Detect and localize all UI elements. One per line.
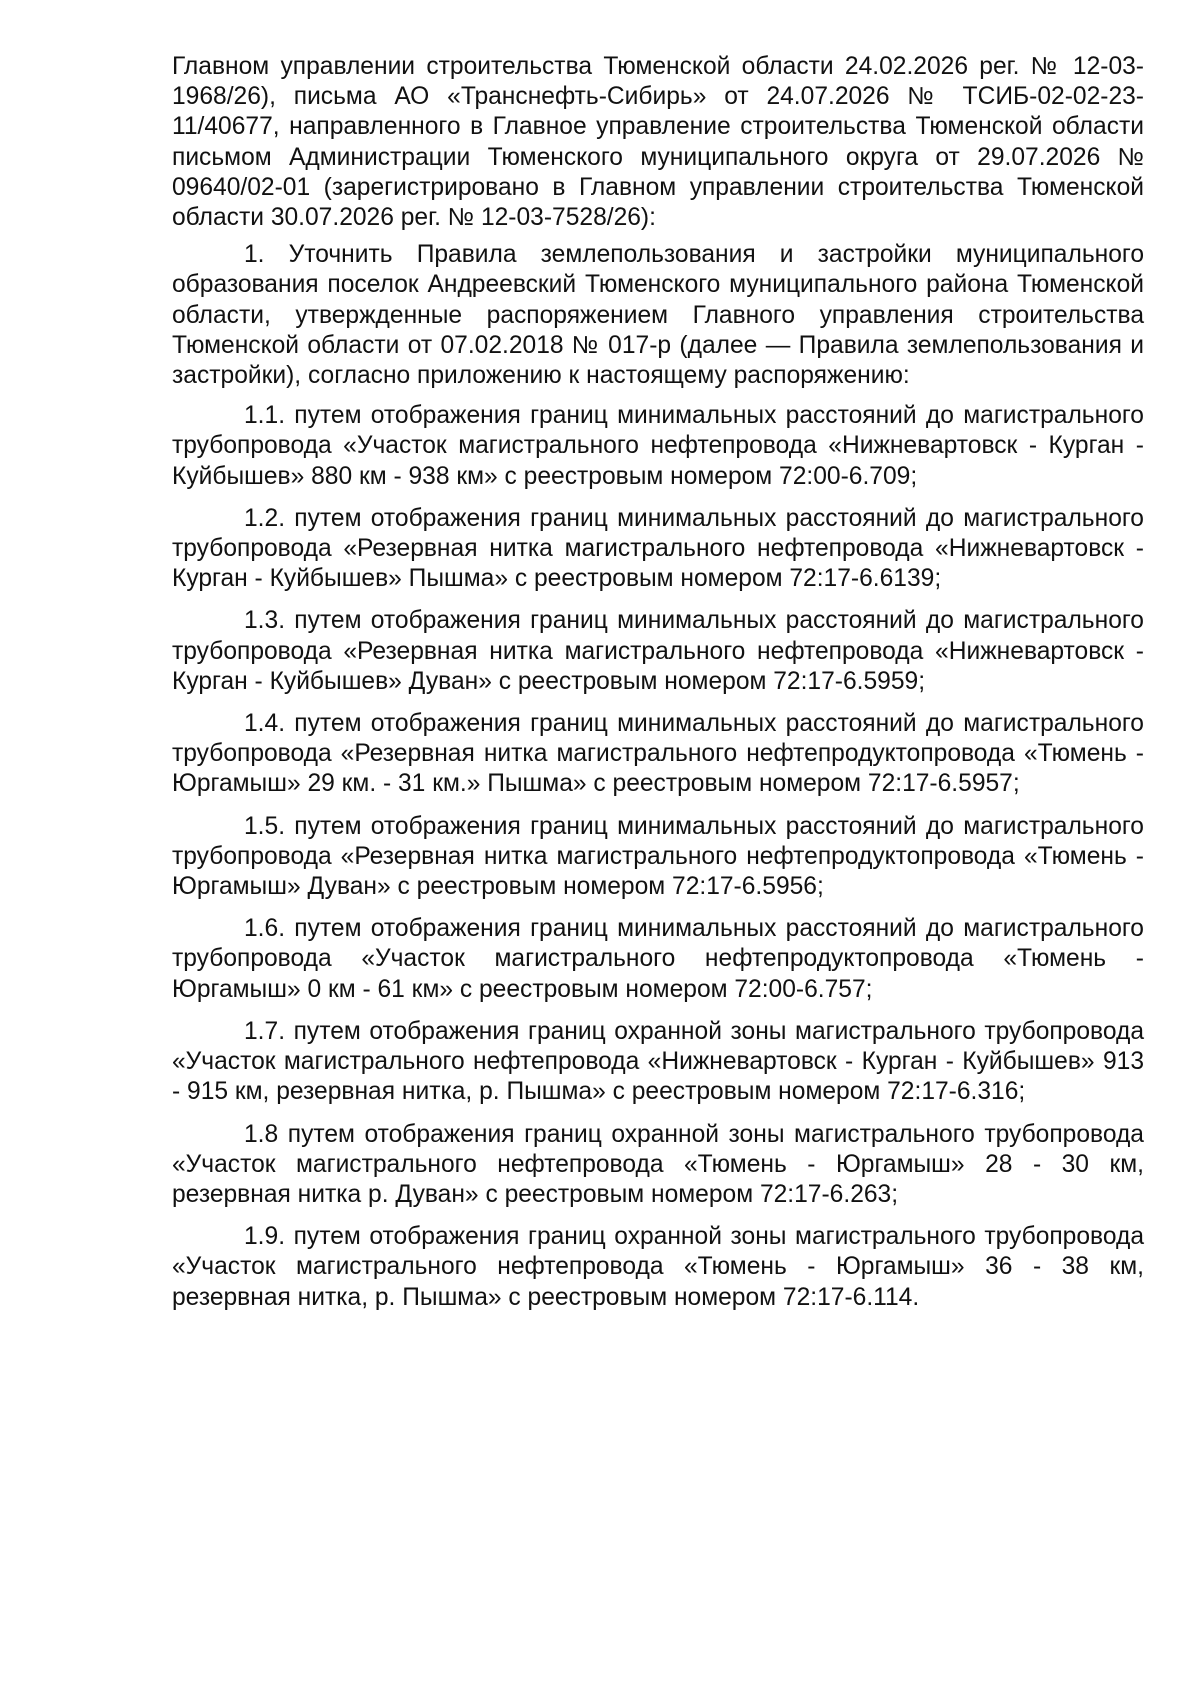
intro-paragraph: Главном управлении строительства Тюменской области 24.02.2026 рег. № 12-03-1968/26), письма АО «Транснефть-Сибирь» от 24.07.2026 № ТСИБ-02-02-23-11/40677, направленного в Главное управление строительства Тюменской области письмом Администрации Тюменского муниципального округа от 29.07.2026 № 09640/02-01 (зарегистрировано в Главном управлении строительства Тюменской области 30.07.2026 рег. № 12-03-7528/26): <box>172 53 1144 232</box>
item-1-paragraph: 1. Уточнить Правила землепользования и застройки муниципального образования поселок Андреевский Тюменского муниципального района Тюменской области, утвержденные распоряжением Главного управления строительства Тюменской области от 07.02.2018 № 017-р (далее — Правила землепользования и застройки), согласно приложению к настоящему распоряжению: <box>172 241 1144 390</box>
subitem-1-1: 1.1. путем отображения границ минимальных расстояний до магистрального трубопровода «Участок магистрального нефтепровода «Нижневартовск - Курган - Куйбышев» 880 км - 938 км» с реестровым номером 72:00-6.709; <box>172 402 1144 490</box>
subitem-1-8: 1.8 путем отображения границ охранной зоны магистрального трубопровода «Участок магистрального нефтепровода «Тюмень - Юргамыш» 28 - 30 км, резервная нитка р. Дуван» с реестровым номером 72:17-6.263; <box>172 1120 1144 1208</box>
subitem-1-2: 1.2. путем отображения границ минимальных расстояний до магистрального трубопровода «Резервная нитка магистрального нефтепровода «Нижневартовск - Курган - Куйбышев» Пышма» с реестровым номером 72:17-6.6139; <box>172 504 1144 593</box>
subitem-1-3: 1.3. путем отображения границ минимальных расстояний до магистрального трубопровода «Резервная нитка магистрального нефтепровода «Нижневартовск - Курган - Куйбышев» Дуван» с реестровым номером 72:17-6.5959; <box>172 607 1144 695</box>
subitem-1-4: 1.4. путем отображения границ минимальных расстояний до магистрального трубопровода «Резервная нитка магистрального нефтепродуктопровода «Тюмень - Юргамыш» 29 км. - 31 км.» Пышма» с реестровым номером 72:17-6.5957; <box>172 710 1144 798</box>
document-page <box>172 52 1144 1325</box>
subitem-1-6: 1.6. путем отображения границ минимальных расстояний до магистрального трубопровода «Участок магистрального нефтепродуктопровода «Тюмень - Юргамыш» 0 км - 61 км» с реестровым номером 72:00-6.757; <box>172 915 1144 1003</box>
subitem-1-9: 1.9. путем отображения границ охранной зоны магистрального трубопровода «Участок магистрального нефтепровода «Тюмень - Юргамыш» 36 - 38 км, резервная нитка, р. Пышма» с реестровым номером 72:17-6.114. <box>172 1223 1144 1311</box>
subitem-1-5: 1.5. путем отображения границ минимальных расстояний до магистрального трубопровода «Резервная нитка магистрального нефтепродуктопровода «Тюмень - Юргамыш» Дуван» с реестровым номером 72:17-6.5956; <box>172 812 1144 901</box>
subitem-1-7: 1.7. путем отображения границ охранной зоны магистрального трубопровода «Участок магистрального нефтепровода «Нижневартовск - Курган - Куйбышев» 913 - 915 км, резервная нитка, р. Пышма» с реестровым номером 72:17-6.316; <box>172 1017 1144 1106</box>
